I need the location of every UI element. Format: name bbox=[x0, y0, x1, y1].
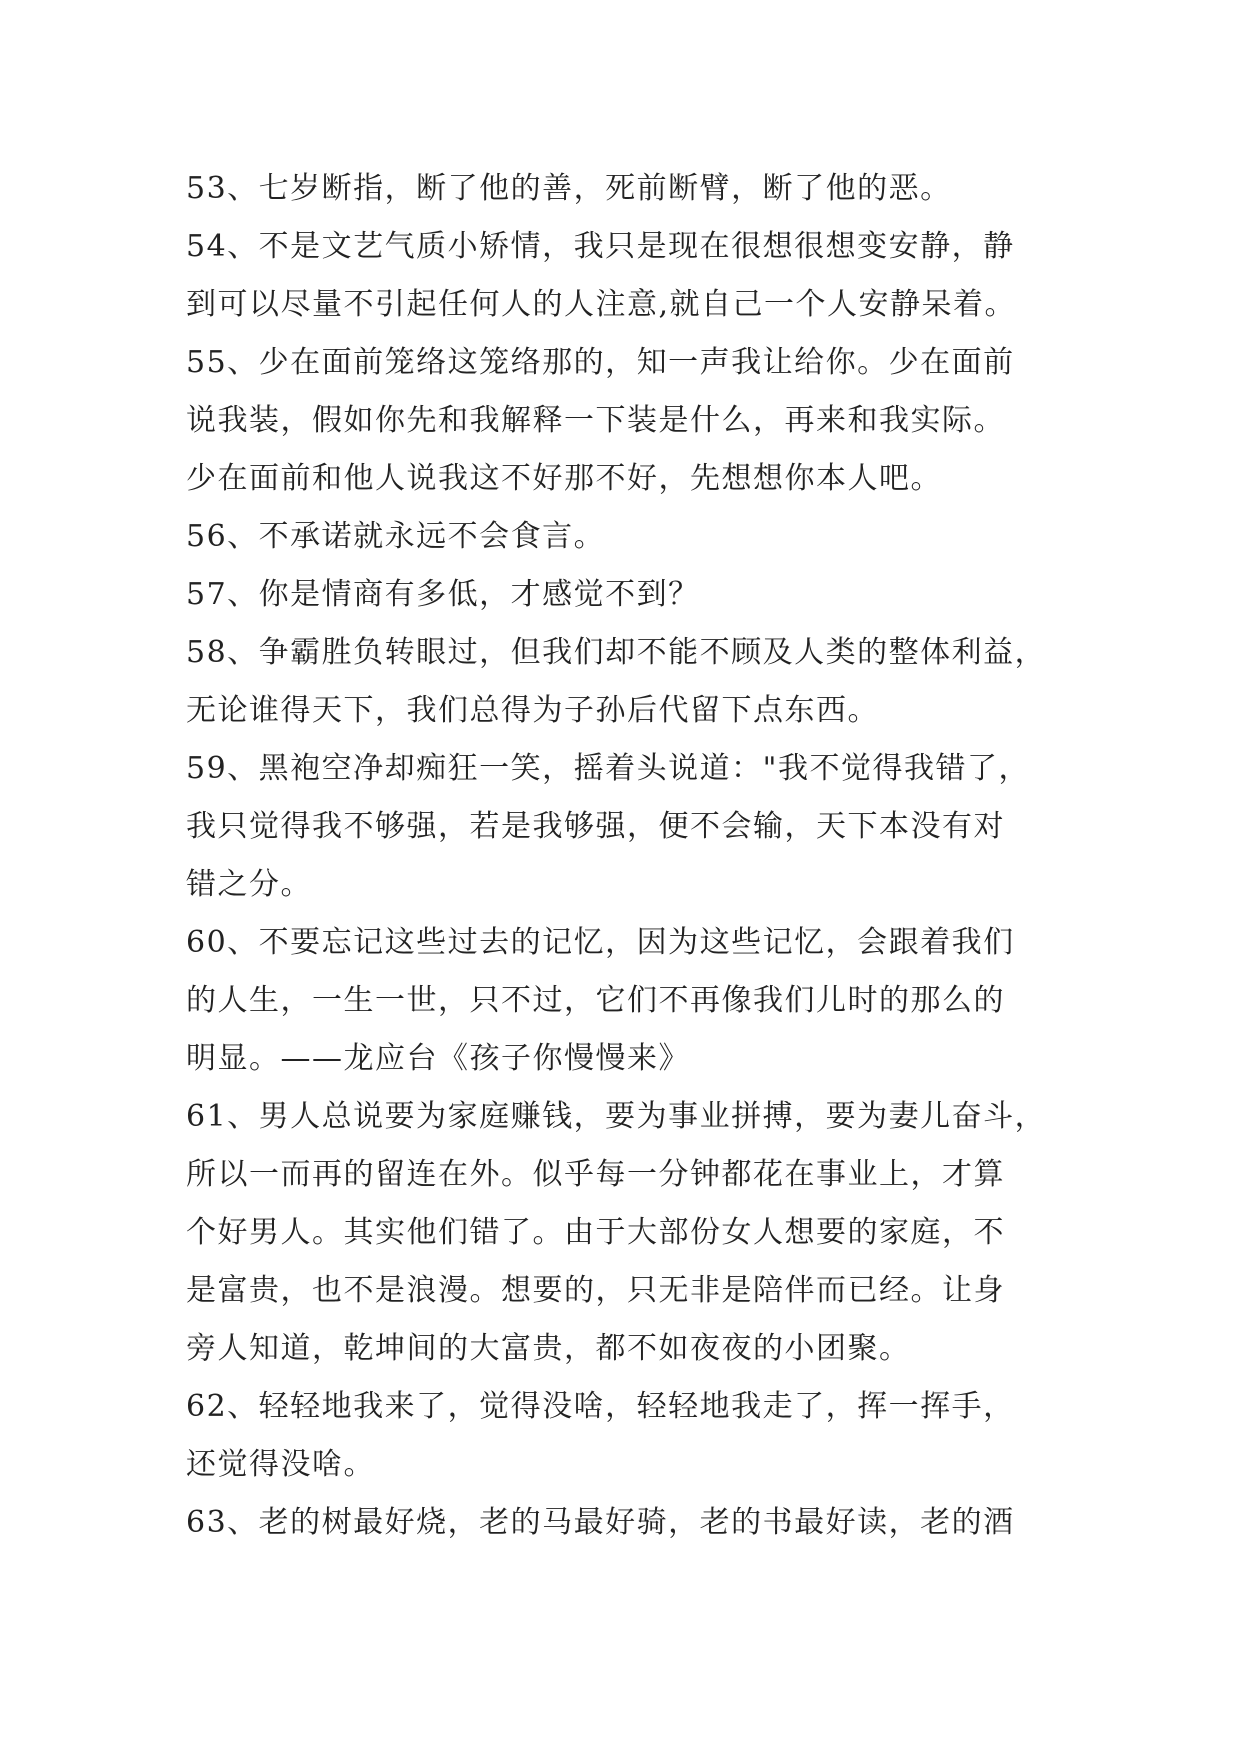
text-line: 61、男人总说要为家庭赚钱，要为事业拼搏，要为妻儿奋斗， bbox=[186, 1099, 1047, 1134]
text-line: 少在面前和他人说我这不好那不好，先想想你本人吧。 bbox=[186, 461, 942, 496]
text-line: 说我装，假如你先和我解释一下装是什么，再来和我实际。 bbox=[186, 403, 1005, 438]
text-line: 无论谁得天下，我们总得为子孙后代留下点东西。 bbox=[186, 693, 879, 728]
text-line: 59、黑袍空净却痴狂一笑，摇着头说道："我不觉得我错了， bbox=[186, 751, 1030, 786]
text-line: 53、七岁断指，断了他的善，死前断臂，断了他的恶。 bbox=[186, 171, 952, 206]
text-line: 60、不要忘记这些过去的记忆，因为这些记忆，会跟着我们 bbox=[186, 925, 1015, 960]
text-line: 58、争霸胜负转眼过，但我们却不能不顾及人类的整体利益， bbox=[186, 635, 1047, 670]
text-line: 旁人知道，乾坤间的大富贵，都不如夜夜的小团聚。 bbox=[186, 1331, 911, 1366]
text-line: 到可以尽量不引起任何人的人注意,就自己一个人安静呆着。 bbox=[186, 287, 1017, 322]
text-line: 我只觉得我不够强，若是我够强，便不会输，天下本没有对 bbox=[186, 809, 1005, 844]
text-line: 54、不是文艺气质小矫情，我只是现在很想很想变安静，静 bbox=[186, 229, 1015, 264]
text-line: 还觉得没啥。 bbox=[186, 1447, 375, 1482]
text-line: 错之分。 bbox=[186, 867, 312, 902]
text-line: 是富贵，也不是浪漫。想要的，只无非是陪伴而已经。让身 bbox=[186, 1273, 1005, 1308]
text-line: 的人生，一生一世，只不过，它们不再像我们儿时的那么的 bbox=[186, 983, 1005, 1018]
document-body bbox=[186, 160, 1086, 1552]
text-line: 个好男人。其实他们错了。由于大部份女人想要的家庭，不 bbox=[186, 1215, 1005, 1250]
text-line: 所以一而再的留连在外。似乎每一分钟都花在事业上，才算 bbox=[186, 1157, 1005, 1192]
text-line: 55、少在面前笼络这笼络那的，知一声我让给你。少在面前 bbox=[186, 345, 1015, 380]
text-line: 62、轻轻地我来了，觉得没啥，轻轻地我走了，挥一挥手， bbox=[186, 1389, 1015, 1424]
text-line: 57、你是情商有多低，才感觉不到？ bbox=[186, 577, 700, 612]
text-line: 56、不承诺就永远不会食言。 bbox=[186, 519, 606, 554]
text-line: 明显。——龙应台《孩子你慢慢来》 bbox=[186, 1041, 690, 1076]
text-line: 63、老的树最好烧，老的马最好骑，老的书最好读，老的酒 bbox=[186, 1505, 1015, 1540]
